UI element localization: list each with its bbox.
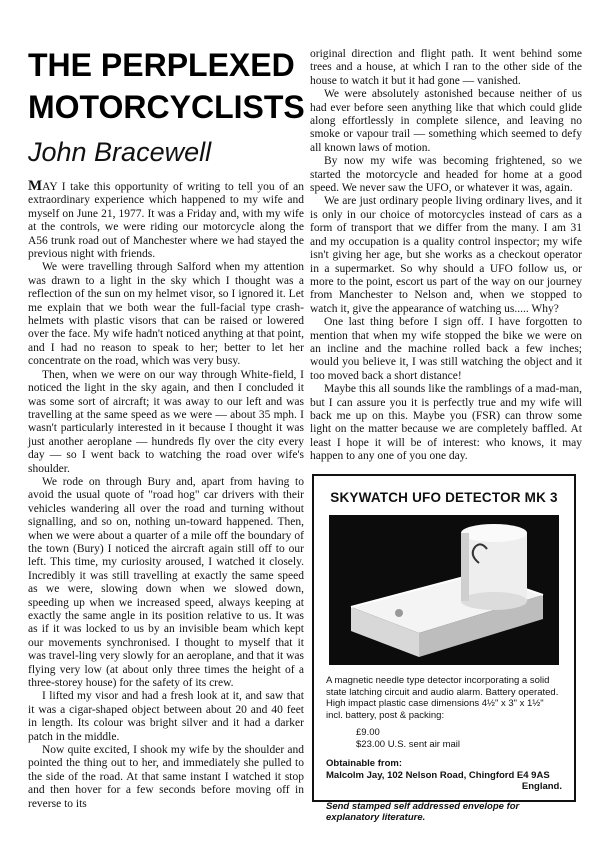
author-byline: John Bracewell [28, 137, 212, 167]
paragraph: We were absolutely astonished because neither of us had ever before seen anything like that which could glide along effortlessly in complete silence, and leaving no smoke or vapour trail — something which seemed to defy all known laws of motion. [310, 88, 582, 154]
advert-description: A magnetic needle type detector incorporating a solid state latching circuit and audio alarm. Battery operated. High impact plastic case dimensions 4½" x 3" x 1½" incl. battery, post & packing: [326, 675, 559, 721]
advert-note: Send stamped self addressed envelope for explanatory literature. [326, 800, 520, 823]
paragraph: By now my wife was becoming frightened, so we started the motorcycle and headed for home at a good speed. We never saw the UFO, or whatever it was, again. [310, 155, 582, 195]
paragraph: We were travelling through Salford when my attention was drawn to a light in the sky which I thought was a reflection of the sun on my helmet visor, so I ignored it. Let me explain that we both wear the full-facial type crash-helmets with plastic visors that can be raised or lowered over the face. My wife hadn't noticed anything at that point, and I had no reason to speak to her; better to let her concentrate on the road, which was very busy. [28, 261, 304, 368]
advert-prices [356, 727, 574, 750]
left-column [28, 44, 304, 811]
title-line-1: THE PERPLEXED [28, 47, 295, 83]
address-line-1: Malcolm Jay, 102 Nelson Road, Chingford E4 9AS [326, 769, 550, 781]
drop-cap: M [28, 178, 43, 194]
price-usd: $23.00 U.S. sent air mail [356, 738, 461, 750]
paragraph: I lifted my visor and had a fresh look at it, and saw that it was a cigar-shaped object between about 20 and 40 feet in length. Its colour was bright silver and it had a darker patch in the middle. [28, 690, 304, 743]
paragraph: One last thing before I sign off. I have forgotten to mention that when my wife stopped the bike we were on an incline and the machine rolled back a few inches; would you believe it, I was still watching the object and it too moved back a short distance! [310, 316, 582, 382]
paragraph: Maybe this all sounds like the ramblings of a mad-man, but I can assure you it is perfectly true and my wife will back me up on this. Maybe you (FSR) can throw some light on the matter because we are completely baffled. At least I hope it will be of interest: who knows, it may happen to any one of you one day. [310, 383, 582, 463]
price-gbp: £9.00 [356, 727, 380, 738]
ufo-detector-advert [312, 474, 576, 823]
paragraph: original direction and flight path. It went behind some trees and a house, at which I ran to the other side of the house to watch it but it had gone — vanished. [310, 48, 582, 87]
supplier-address [326, 770, 562, 793]
paragraph: Now quite excited, I shook my wife by the shoulder and pointed the thing out to her, and immediately she pulled to the side of the road. At that same instant I watched it stop and then hover for a few seconds before moving off in reverse to its [28, 744, 304, 810]
obtain-label: Obtainable from: [326, 758, 403, 769]
paragraph: We are just ordinary people living ordinary lives, and it is only in our choice of motorcycles instead of cars as a form of transport that we differ from the many. I am 31 and my occupation is a quality control inspector; my wife isn't giving her age, but she works as a checkout operator in a supermarket. So why should a UFO follow us, or more to the point, escort us part of the way on our journey from Manchester to Nelson and, when we stopped to watch it, give the appearance of watching us..... Why? [310, 195, 582, 315]
paragraph: We rode on through Bury and, apart from having to avoid the usual quote of "road hog" car drivers with their vehicles wandering all over the road and turning without signalling, and so on, nothing un-toward happened. Then, when we were about a quarter of a mile off the boundary of the town (Bury) I noticed the aircraft again still off to our left. This time, my curiosity aroused, I watched it closely. Incredibly it was still travelling at exactly the same speed as we were, slowing down when we slowed down, speeding up when we increased speed, always keeping at exactly the same angle in its position relative to us. It was as if it was locked to us by an invisible beam which kept our movements synchronised. I thought to myself that it was travel-ling very slowly for an aeroplane, and that it was flying very low (at about only three times the height of a three-storey house) for the safety of its crew. [28, 475, 304, 690]
paragraph: Then, when we were on our way through White-field, I noticed the light in the sky again, and then I concluded it was some sort of aircraft; it was away to our left and was travelling at the same speed as we were — about 35 mph. I wasn't particularly interested in it because I thought it was just another aeroplane — hundreds fly over the city every day — so I went back to watching the road over wife's shoulder. [28, 368, 304, 475]
article-body-right [310, 48, 582, 464]
article-body-left [28, 180, 304, 811]
title-line-2: MOTORCYCLISTS [28, 89, 305, 125]
advert-title: SKYWATCH UFO DETECTOR MK 3 [330, 490, 558, 505]
detector-device-image [329, 515, 559, 665]
article-title [28, 44, 304, 128]
address-line-2: England. [521, 781, 562, 792]
paragraph: MAY I take this opportunity of writing to tell you of an extraordinary experience which happened to my wife and myself on June 21, 1977. It was a Friday and, with my wife at the controls, we were riding our motorcycle along the A56 trunk road out of Manchester where we had stayed the previous night with friends. [28, 178, 304, 261]
product-photo [329, 515, 559, 665]
